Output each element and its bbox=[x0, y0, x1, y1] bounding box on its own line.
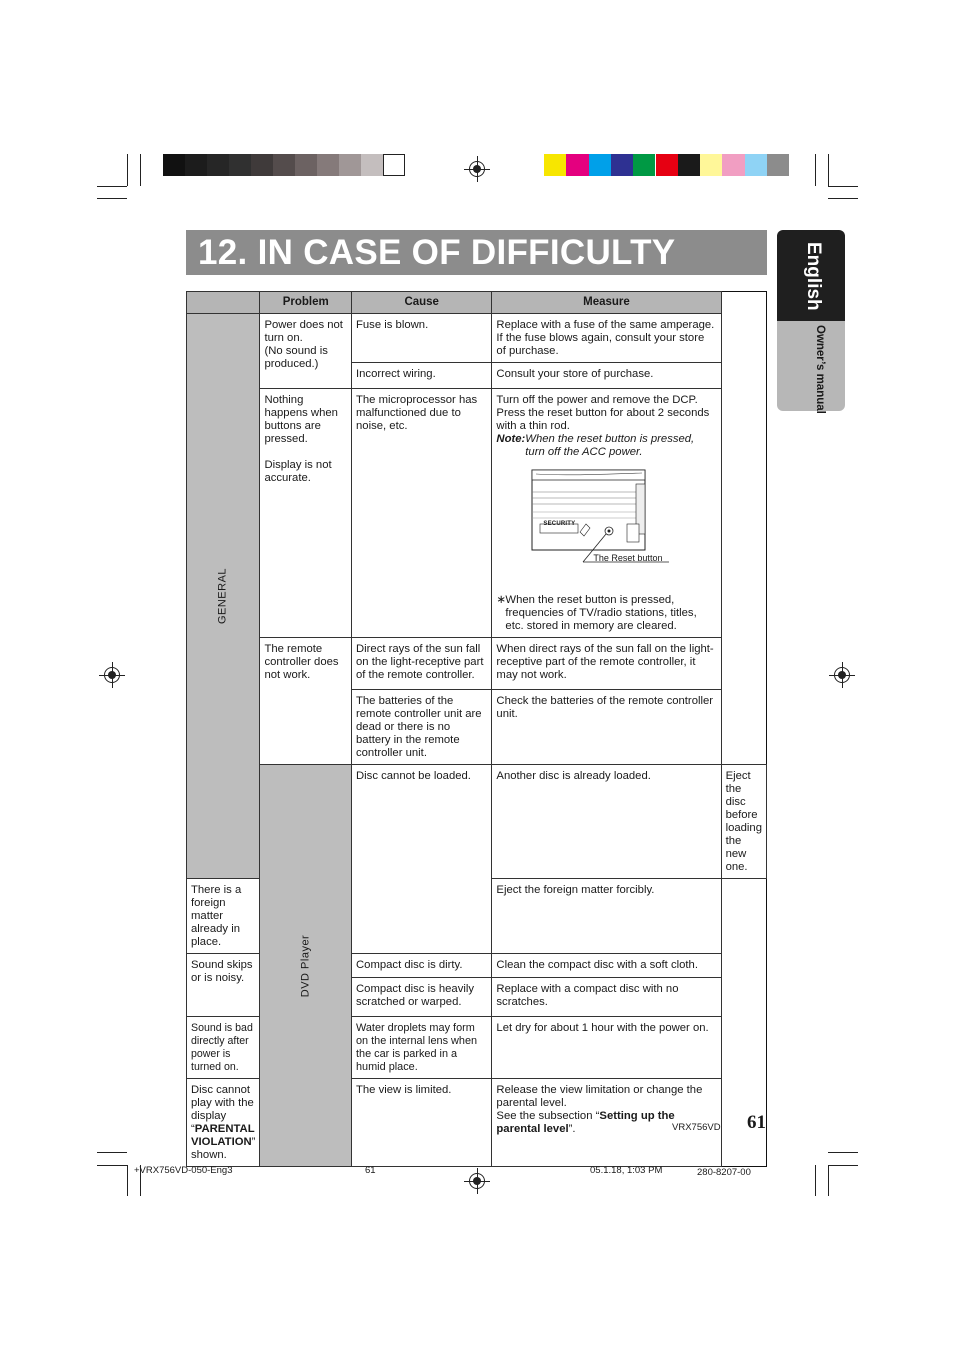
page-number: 61 bbox=[747, 1112, 766, 1133]
cause-cell: Compact disc is dirty. bbox=[352, 954, 492, 978]
crop-mark bbox=[140, 154, 141, 186]
crop-mark bbox=[97, 186, 127, 187]
header-cause: Cause bbox=[352, 292, 492, 314]
header-measure: Measure bbox=[492, 292, 721, 314]
color-swatch bbox=[767, 154, 789, 176]
header-corner bbox=[187, 292, 260, 314]
grayscale-swatch bbox=[383, 154, 405, 176]
measure-text: Release the view limitation or change the parental level. bbox=[496, 1084, 703, 1109]
color-swatch bbox=[700, 154, 722, 176]
crop-mark bbox=[828, 154, 829, 186]
table-row bbox=[187, 638, 767, 690]
grayscale-swatch bbox=[273, 154, 295, 176]
measure-cell: When direct rays of the sun fall on the light-receptive part of the remote controller, it may not work. bbox=[492, 638, 721, 690]
measure-text: Turn off the power and remove the DCP. Press the reset button for about 2 seconds with a thin rod. bbox=[496, 394, 710, 432]
cause-cell: Direct rays of the sun fall on the light-receptive part of the remote controller. bbox=[352, 638, 492, 690]
measure-text-pre: See the subsection “ bbox=[496, 1110, 600, 1122]
footnote bbox=[496, 594, 716, 633]
table-header-row bbox=[187, 292, 767, 314]
color-swatch bbox=[544, 154, 566, 176]
color-swatch bbox=[633, 154, 655, 176]
section-dvd bbox=[260, 765, 352, 1167]
measure-cell: Let dry for about 1 hour with the power on. bbox=[492, 1017, 721, 1079]
table-row bbox=[187, 765, 767, 879]
crop-mark bbox=[97, 198, 127, 199]
section-general bbox=[187, 314, 260, 879]
registration-mark-icon bbox=[469, 161, 485, 177]
page-title-bar bbox=[186, 230, 767, 275]
color-swatch bbox=[566, 154, 588, 176]
problem-cell: Disc cannot be loaded. bbox=[352, 765, 492, 954]
problem-cell bbox=[187, 1079, 260, 1167]
color-swatch bbox=[678, 154, 700, 176]
cause-cell: There is a foreign matter already in place. bbox=[187, 879, 260, 954]
color-swatch bbox=[589, 154, 611, 176]
language-tab bbox=[777, 230, 845, 321]
cause-cell: Incorrect wiring. bbox=[352, 363, 492, 389]
crop-mark bbox=[97, 1165, 127, 1166]
measure-cell: Eject the disc before loading the new one. bbox=[721, 765, 766, 879]
problem-text-bold: PARENTAL VIOLATION bbox=[191, 1123, 255, 1148]
security-label: SECURITY bbox=[543, 521, 576, 527]
table-row bbox=[187, 389, 767, 638]
color-swatch bbox=[722, 154, 744, 176]
cause-cell: Fuse is blown. bbox=[352, 314, 492, 363]
crop-mark bbox=[828, 198, 858, 199]
registration-mark-icon bbox=[104, 667, 120, 683]
problem-text: Display is not accurate. bbox=[264, 459, 332, 484]
problem-text-pre: Disc cannot play with the display “ bbox=[191, 1084, 254, 1135]
note bbox=[496, 433, 716, 459]
grayscale-swatch bbox=[339, 154, 361, 176]
measure-cell: Clean the compact disc with a soft cloth. bbox=[492, 954, 721, 978]
crop-mark bbox=[815, 154, 816, 186]
print-code: 280-8207-00 bbox=[697, 1167, 751, 1178]
print-date: 05.1.18, 1:03 PM bbox=[590, 1165, 663, 1176]
cause-cell: Water droplets may form on the internal lens when the car is parked in a humid place. bbox=[352, 1017, 492, 1079]
print-page: 61 bbox=[365, 1165, 376, 1176]
grayscale-swatch bbox=[229, 154, 251, 176]
measure-cell: Check the batteries of the remote controller unit. bbox=[492, 690, 721, 765]
section-general-label: GENERAL bbox=[216, 567, 229, 625]
model-label: VRX756VD bbox=[672, 1122, 721, 1133]
reset-button-figure bbox=[496, 464, 716, 594]
footnote-text: When the reset button is pressed, frequencies of TV/radio stations, titles, etc. stored in memory are cleared. bbox=[505, 594, 697, 632]
registration-mark-icon bbox=[469, 1173, 485, 1189]
measure-cell: Eject the foreign matter forcibly. bbox=[492, 879, 721, 954]
crop-mark bbox=[828, 186, 858, 187]
cause-cell: Another disc is already loaded. bbox=[492, 765, 721, 879]
crop-mark bbox=[828, 1165, 829, 1196]
problem-cell bbox=[260, 389, 352, 638]
problem-text: Nothing happens when buttons are pressed. bbox=[264, 394, 338, 445]
grayscale-swatch bbox=[295, 154, 317, 176]
section-dvd-label: DVD Player bbox=[299, 934, 312, 997]
grayscale-swatch bbox=[251, 154, 273, 176]
crop-mark bbox=[828, 1152, 858, 1153]
manual-tab bbox=[777, 321, 845, 414]
crop-mark bbox=[97, 1152, 127, 1153]
grayscale-swatch bbox=[361, 154, 383, 176]
measure-cell: Replace with a fuse of the same amperage. If the fuse blows again, consult your store of purchase. bbox=[492, 314, 721, 363]
table-row bbox=[187, 314, 767, 363]
cause-cell: The batteries of the remote controller unit are dead or there is no battery in the remote controller unit. bbox=[352, 690, 492, 765]
dcp-unit-illustration bbox=[496, 464, 776, 594]
problem-text: Power does not turn on. (No sound is produced.) bbox=[264, 319, 343, 370]
manual-tab-label: Owner’s manual bbox=[814, 325, 826, 414]
language-tab-label: English bbox=[803, 242, 824, 311]
reset-button-caption: The Reset button bbox=[593, 553, 663, 563]
footnote-mark: ∗ bbox=[496, 594, 506, 606]
cause-cell: The microprocessor has malfunctioned due to noise, etc. bbox=[352, 389, 492, 638]
registration-mark-icon bbox=[834, 667, 850, 683]
header-problem: Problem bbox=[260, 292, 352, 314]
measure-text-post: ”. bbox=[568, 1123, 576, 1135]
cause-cell: The view is limited. bbox=[352, 1079, 492, 1167]
grayscale-swatch bbox=[185, 154, 207, 176]
crop-mark bbox=[815, 1165, 816, 1196]
measure-cell: Replace with a compact disc with no scratches. bbox=[492, 978, 721, 1017]
problem-cell: Sound skips or is noisy. bbox=[187, 954, 260, 1017]
color-swatch bbox=[656, 154, 678, 176]
problem-cell: Sound is bad directly after power is turned on. bbox=[187, 1017, 260, 1079]
problem-text-post: ” shown. bbox=[191, 1136, 256, 1161]
problem-cell: The remote controller does not work. bbox=[260, 638, 352, 765]
note-label: Note: bbox=[496, 433, 526, 445]
measure-cell: Consult your store of purchase. bbox=[492, 363, 721, 389]
color-swatch bbox=[611, 154, 633, 176]
color-swatch bbox=[745, 154, 767, 176]
print-file-name: +VRX756VD-050-Eng3 bbox=[134, 1165, 233, 1176]
note-text: When the reset button is pressed, turn off the ACC power. bbox=[525, 433, 695, 458]
grayscale-swatch bbox=[207, 154, 229, 176]
crop-mark bbox=[828, 1165, 858, 1166]
grayscale-swatch bbox=[163, 154, 185, 176]
troubleshooting-table bbox=[186, 291, 767, 1167]
grayscale-swatch bbox=[317, 154, 339, 176]
crop-mark bbox=[127, 1165, 128, 1196]
crop-mark bbox=[127, 154, 128, 186]
cause-cell: Compact disc is heavily scratched or warped. bbox=[352, 978, 492, 1017]
page-title: 12. IN CASE OF DIFFICULTY bbox=[198, 233, 676, 272]
measure-cell bbox=[492, 389, 721, 638]
measure-text-bold: Setting up the parental level bbox=[496, 1110, 675, 1135]
problem-cell bbox=[260, 314, 352, 389]
